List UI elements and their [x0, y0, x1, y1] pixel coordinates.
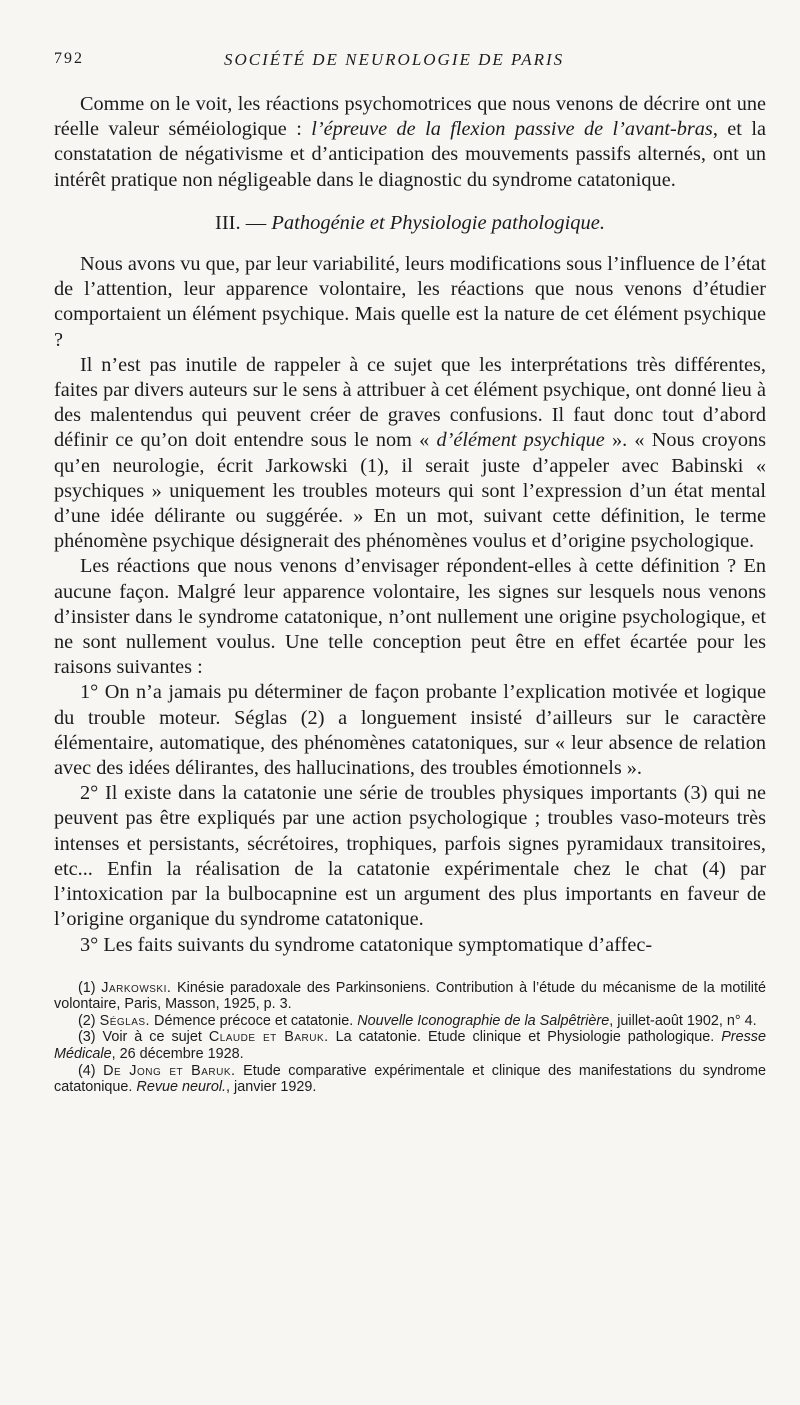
paragraph-2-emphasis: d’élément psychique: [436, 429, 605, 452]
footnote-4-number: (4): [78, 1062, 104, 1079]
footnote-3: [54, 1029, 766, 1062]
intro-text-after: , et la constatation de négativisme et d’anticipation des mouvements passifs alternés, ont un intérêt pratique non négligeable dans le diagnostic du syndrome catatonique.: [54, 118, 766, 191]
running-title: SOCIÉTÉ DE NEUROLOGIE DE PARIS: [224, 50, 565, 69]
footnote-2-journal: Nouvelle Iconographie de la Salpêtrière: [357, 1012, 610, 1029]
body-text: [54, 92, 766, 958]
paragraph-5: 2° Il existe dans la catatonie une série de troubles physiques importants (3) qui ne peuvent pas être expliqués par une action psychologique ; troubles vaso-moteurs très intenses et persistants, sécrétoires, trophiques, parfois signes pyramidaux transitoires, etc... Enfin la réalisation de la catatonie expérimentale chez le chat (4) par l’intoxication par la bulbocapnine est un argument des plus importants en faveur de l’origine organique du syndrome catatonique.: [54, 782, 766, 931]
paragraph-6: 3° Les faits suivants du syndrome catatonique symptomatique d’affec-: [80, 933, 653, 956]
intro-text-before: Comme on le voit, les réactions psychomotrices que nous venons de décrire ont une réelle valeur séméiologique :: [54, 93, 766, 141]
footnote-2-author: Séglas.: [99, 1012, 151, 1029]
footnote-4-tail: , janvier 1929.: [226, 1079, 317, 1096]
footnote-1-author: Jarkowski.: [101, 979, 172, 996]
footnote-1-text: Kinésie paradoxale des Parkinsoniens. Contribution à l’étude du mécanisme de la motilité volontaire, Paris, Masson, 1925, p. 3.: [54, 979, 766, 1013]
footnote-4-text: Etude comparative expérimentale et clinique des manifestations du syndrome catatonique.: [54, 1062, 766, 1096]
footnote-2-tail: , juillet-août 1902, n° 4.: [609, 1012, 757, 1029]
section-title: Pathogénie et Physiologie pathologique.: [271, 211, 605, 234]
footnote-2-text: Démence précoce et catatonie.: [150, 1012, 358, 1029]
section-number: III. —: [215, 211, 272, 234]
running-head: [54, 50, 766, 80]
intro-paragraph: [54, 92, 766, 193]
footnote-4-journal: Revue neurol.: [136, 1079, 227, 1096]
footnote-4-authors: De Jong et Baruk.: [103, 1062, 236, 1079]
footnote-2: [54, 1013, 766, 1030]
page-number: 792: [54, 50, 84, 67]
footnotes: [54, 980, 766, 1096]
footnote-2-number: (2): [78, 1012, 100, 1029]
footnote-3-text-1: (3) Voir à ce sujet: [78, 1029, 209, 1046]
footnote-1: [54, 980, 766, 1013]
paragraph-4: 1° On n’a jamais pu déterminer de façon probante l’explication motivée et logique du trouble moteur. Séglas (2) a longuement insisté d’ailleurs sur le caractère élémentaire, automatique, des phénomènes catatoniques, sur « leur absence de relation avec des idées délirantes, des hallucinations, des troubles émotionnels ».: [54, 681, 766, 780]
paragraph-3: Les réactions que nous venons d’envisager répondent-elles à cette définition ? En aucune façon. Malgré leur apparence volontaire, les signes sur lesquels nous venons d’insister dans le syndrome catatonique, n’ont nullement une origine psychologique, et ne sont nullement voulus. Une telle conception peut être en effet écartée pour les raisons suivantes :: [54, 555, 766, 679]
intro-emphasis: l’épreuve de la flexion passive de l’avant-bras: [311, 118, 713, 141]
paragraph-2-before: Il n’est pas inutile de rappeler à ce sujet que les interprétations très différentes, faites par divers auteurs sur le sens à attribuer à cet élément psychique, ont donné lieu à des malentendus qui peuvent créer de graves confusions. Il faut donc tout d’abord définir ce qu’on doit entendre sous le nom «: [54, 353, 766, 452]
footnote-4: [54, 1063, 766, 1096]
footnote-3-journal: Presse Médicale: [54, 1029, 766, 1063]
footnote-3-authors: Claude et Baruk.: [208, 1029, 329, 1046]
paragraph-2-after: ». « Nous croyons qu’en neurologie, écrit Jarkowski (1), il serait juste d’appeler avec Babinski « psychiques » uniquement les troubles moteurs qui sont l’expression d’un état mental d’une idée délirante ou suggérée. » En un mot, suivant cette définition, le terme phénomène psychique désignerait des phénomènes voulus et d’origine psychologique.: [54, 429, 766, 553]
paragraph-1: Nous avons vu que, par leur variabilité, leurs modifications sous l’influence de l’état de l’attention, leur apparence volontaire, les réactions que nous venons d’étudier comportaient un élément psychique. Mais quelle est la nature de cet élément psychique ?: [54, 253, 766, 351]
paragraph-2: [54, 353, 766, 555]
journal-page: [54, 50, 766, 1096]
footnote-3-text-2: La catatonie. Etude clinique et Physiologie pathologique.: [328, 1029, 722, 1046]
footnote-3-tail: , 26 décembre 1928.: [111, 1046, 244, 1063]
section-heading: [54, 211, 766, 236]
footnote-1-number: (1): [78, 979, 102, 996]
